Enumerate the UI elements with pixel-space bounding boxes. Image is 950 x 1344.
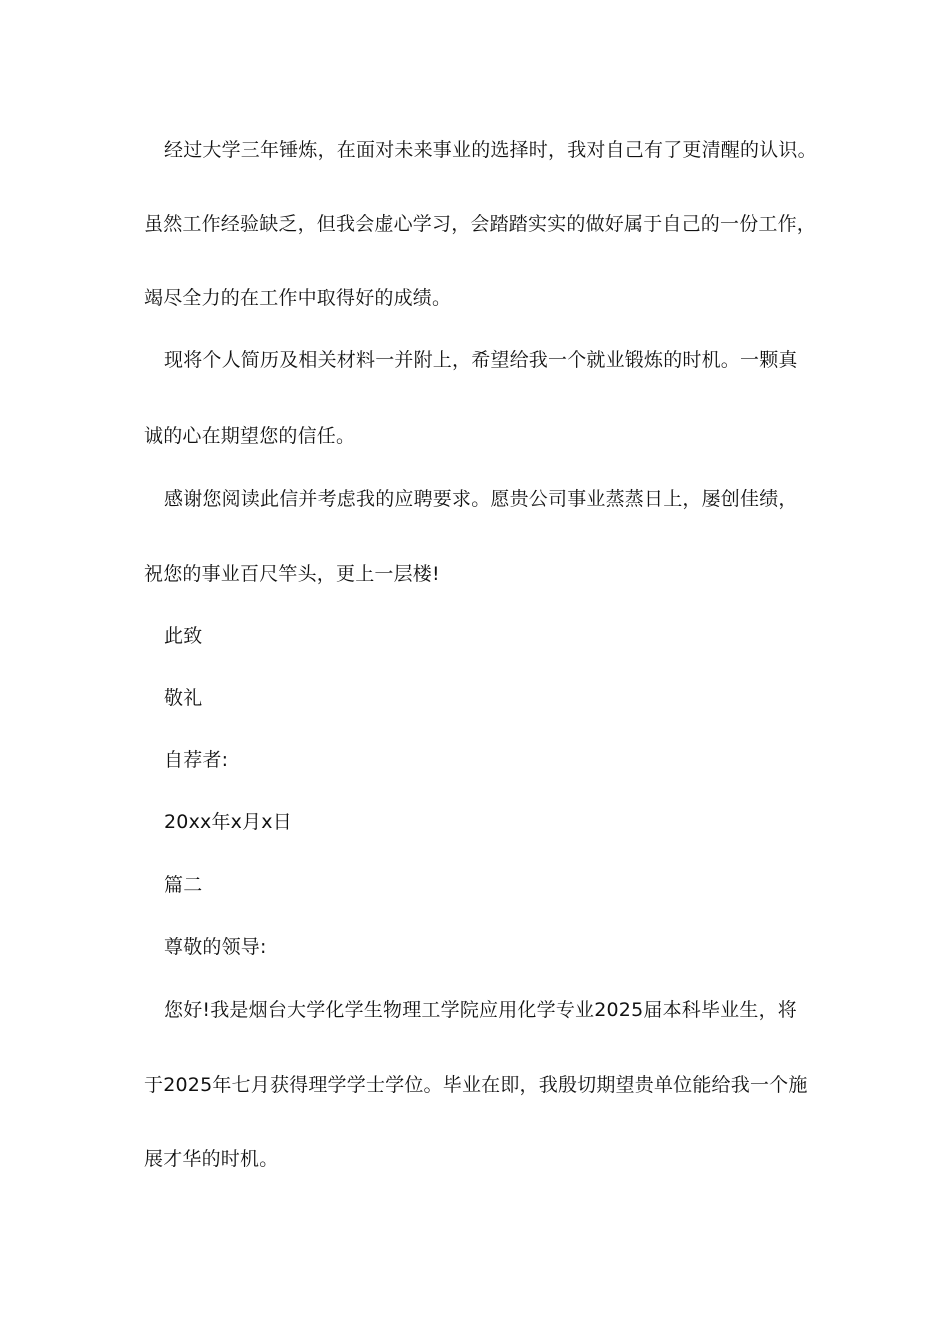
paragraph-line: 现将个人简历及相关材料一并附上，希望给我一个就业锻炼的时机。一颗真 [164,349,798,371]
paragraph-line: 虽然工作经验缺乏，但我会虚心学习，会踏踏实实的做好属于自己的一份工作， [144,213,817,235]
date-line: 20xx年x月x日 [164,811,292,833]
paragraph-line: 竭尽全力的在工作中取得好的成绩。 [144,287,452,309]
paragraph-line: 展才华的时机。 [144,1148,279,1170]
paragraph-line: 诚的心在期望您的信任。 [144,425,356,447]
salutation-line: 敬礼 [164,687,203,709]
paragraph-line: 感谢您阅读此信并考虑我的应聘要求。愿贵公司事业蒸蒸日上，屡创佳绩， [164,488,798,510]
greeting-line: 尊敬的领导: [164,936,267,958]
section-heading: 篇二 [164,874,203,896]
paragraph-line: 经过大学三年锤炼，在面对未来事业的选择时，我对自己有了更清醒的认识。 [164,139,817,161]
paragraph-line: 祝您的事业百尺竿头，更上一层楼! [144,563,440,585]
paragraph-line: 于2025年七月获得理学学士学位。毕业在即，我殷切期望贵单位能给我一个施 [144,1074,808,1096]
signature-label: 自荐者: [164,749,229,771]
closing-line: 此致 [164,625,203,647]
paragraph-line: 您好!我是烟台大学化学生物理工学院应用化学专业2025届本科毕业生，将 [164,999,797,1021]
